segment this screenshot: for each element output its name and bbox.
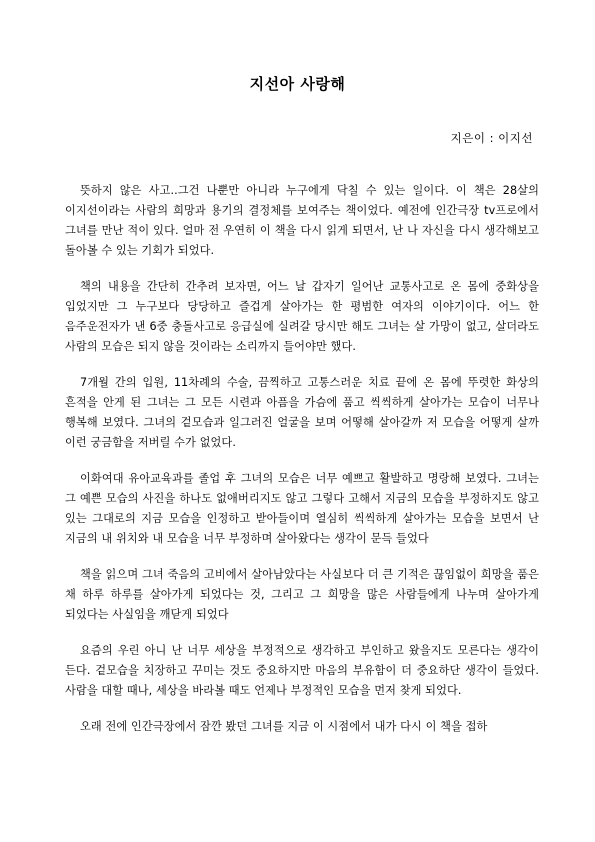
author-line: 지은이 : 이지선 (450, 131, 533, 145)
paragraph: 7개월 간의 입원, 11차례의 수술, 끔찍하고 고통스러운 치료 끝에 온 몸에 뚜렷한 화상의 흔적을 안게 된 그녀는 그 모든 시련과 아픔을 가슴에 품고 씩씩하게 살아가는 모습이 너무나 행복해 보였다. 그녀의 겉모습과 일그러진 얼굴을 보며 어떻해 살아갈까 저 모습을 어떻게 살까 이런 궁금함을 저버릴 수가 없었다. (65, 376, 539, 449)
paragraph: 요즘의 우린 아니 난 너무 세상을 부정적으로 생각하고 부인하고 왔을지도 모른다는 생각이 든다. 겉모습을 치장하고 꾸미는 것도 중요하지만 마음의 부유함이 더 중요하단 생각이 들었다. 사람을 대할 때나, 세상을 바라볼 때도 언제나 부정적인 모습을 먼저 찾게 되었다. (65, 644, 539, 697)
document-body (65, 181, 539, 753)
paragraph: 책을 읽으며 그녀 죽음의 고비에서 살아남았다는 사실보다 더 큰 기적은 끊임없이 희망을 품은 채 하루 하루를 살아가게 되었다는 것, 그리고 그 희망을 많은 사람들에게 나누며 살아가게 되었다는 사실임을 깨닫게 되었다 (65, 568, 539, 621)
paragraph: 뜻하지 않은 사고..그건 나뿐만 아니라 누구에게 닥칠 수 있는 일이다. 이 책은 28살의 이지선이라는 사람의 희망과 용기의 결정체를 보여주는 책이었다. 예전에 인간극장 tv프로에서 그녀를 만난 적이 있다. 얼마 전 우연히 이 책을 다시 읽게 되면서, 난 나 자신을 다시 생각해보고 돌아볼 수 있는 기회가 되었다. (65, 184, 539, 257)
paragraph: 이화여대 유아교육과를 졸업 후 그녀의 모습은 너무 예쁘고 활발하고 명랑해 보였다. 그녀는 그 예쁜 모습의 사진을 하나도 없애버리지도 않고 그렇다 고해서 지금의 모습을 부정하지도 않고 있는 그대로의 지금 모습을 인정하고 받아들이며 열심히 씩씩하게 살아가는 모습을 보면서 난 지금의 내 위치와 내 모습을 너무 부정하며 살아왔다는 생각이 문득 들었다 (65, 472, 539, 545)
document-title: 지선아 사랑해 (249, 75, 346, 93)
paragraph: 오래 전에 인간극장에서 잠깐 봤던 그녀를 지금 이 시점에서 내가 다시 이 책을 접하 (80, 720, 488, 733)
paragraph: 책의 내용을 간단히 간추려 보자면, 어느 날 갑자기 일어난 교통사고로 온 몸에 중화상을 입었지만 그 누구보다 당당하고 즐겁게 살아가는 한 평범한 여자의 이야기이다. 어느 한 음주운전자가 낸 6중 충돌사고로 응급실에 실려갈 당시만 해도 그녀는 살 가망이 없고, 살더라도 사람의 모습은 되지 않을 것이라는 소리까지 들어야만 했다. (65, 280, 539, 353)
